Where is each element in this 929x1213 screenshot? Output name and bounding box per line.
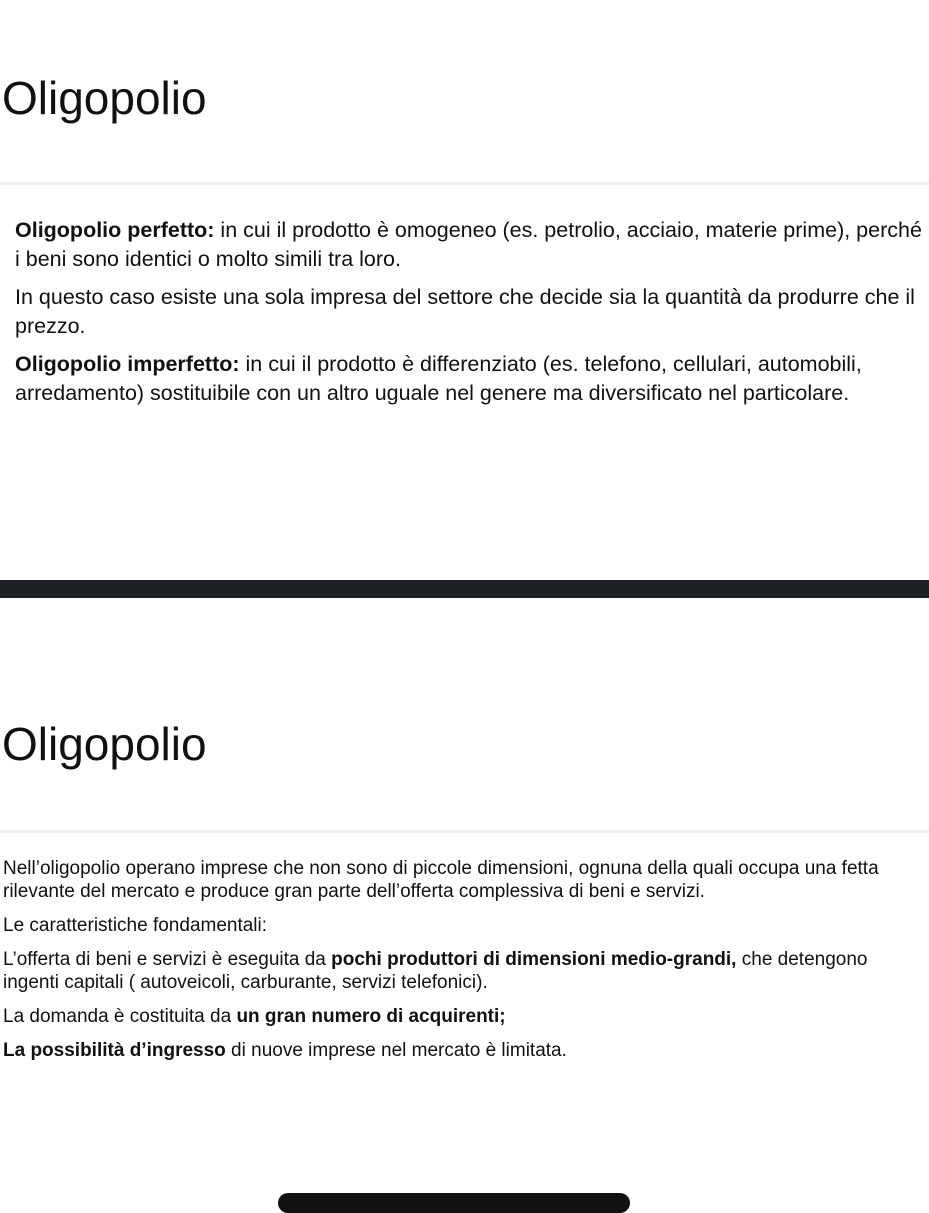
term-gran-numero-acquirenti: un gran numero di acquirenti; [236, 1006, 506, 1027]
slide-2-paragraph-4-pre: La domanda è costituita da [3, 1006, 237, 1027]
slide-2-paragraph-3 [3, 948, 927, 994]
slide-2-paragraph-1-text: Nell’oligopolio operano imprese che non sono di piccole dimensioni, ognuna della quali occupa una fetta rilevante del mercato e produce gran parte dell’offerta complessiva di beni e servizi. [3, 858, 879, 902]
slide-1-body [15, 216, 927, 408]
slide-2-paragraph-3-post: che detengono ingenti capitali ( autoveicoli, carburante, servizi telefonici). [3, 949, 868, 993]
term-pochi-produttori: pochi produttori di dimensioni medio-grandi, [331, 949, 737, 970]
slide-2-paragraph-5 [3, 1039, 927, 1062]
slide-1 [0, 0, 929, 580]
slide-2-paragraph-2 [3, 914, 927, 937]
slide-1-paragraph-2 [15, 283, 927, 341]
slide-2-paragraph-4 [3, 1005, 927, 1028]
slide-2-title: Oligopolio [2, 718, 207, 770]
slide-2-body [3, 857, 927, 1062]
slide-1-title-rule [0, 182, 929, 185]
slide-1-paragraph-2-text: In questo caso esiste una sola impresa del settore che decide sia la quantità da produrre che il prezzo. [15, 285, 915, 338]
term-oligopolio-perfetto: Oligopolio perfetto: [15, 218, 215, 242]
slide-1-paragraph-1-text: in cui il prodotto è omogeneo (es. petrolio, acciaio, materie prime), perché i beni sono identici o molto simili tra loro. [15, 218, 922, 271]
slide-2-title-rule [0, 830, 929, 833]
slide-2 [0, 598, 929, 1198]
term-possibilita-ingresso: La possibilità d’ingresso [3, 1040, 226, 1061]
slide-1-title: Oligopolio [2, 72, 207, 124]
slide-2-paragraph-1 [3, 857, 927, 903]
slide-2-paragraph-3-pre: L’offerta di beni e servizi è eseguita da [3, 949, 332, 970]
bottom-overlay-pill [278, 1193, 630, 1213]
slide-1-paragraph-3 [15, 350, 927, 408]
slide-2-paragraph-2-text: Le caratteristiche fondamentali: [3, 915, 268, 936]
slide-1-paragraph-3-text: in cui il prodotto è differenziato (es. telefono, cellulari, automobili, arredamento) sostituibile con un altro uguale nel genere ma diversificato nel particolare. [15, 352, 862, 405]
term-oligopolio-imperfetto: Oligopolio imperfetto: [15, 352, 240, 376]
slide-1-paragraph-1 [15, 216, 927, 274]
slide-divider [0, 580, 929, 598]
slide-2-paragraph-5-post: di nuove imprese nel mercato è limitata. [225, 1040, 567, 1061]
